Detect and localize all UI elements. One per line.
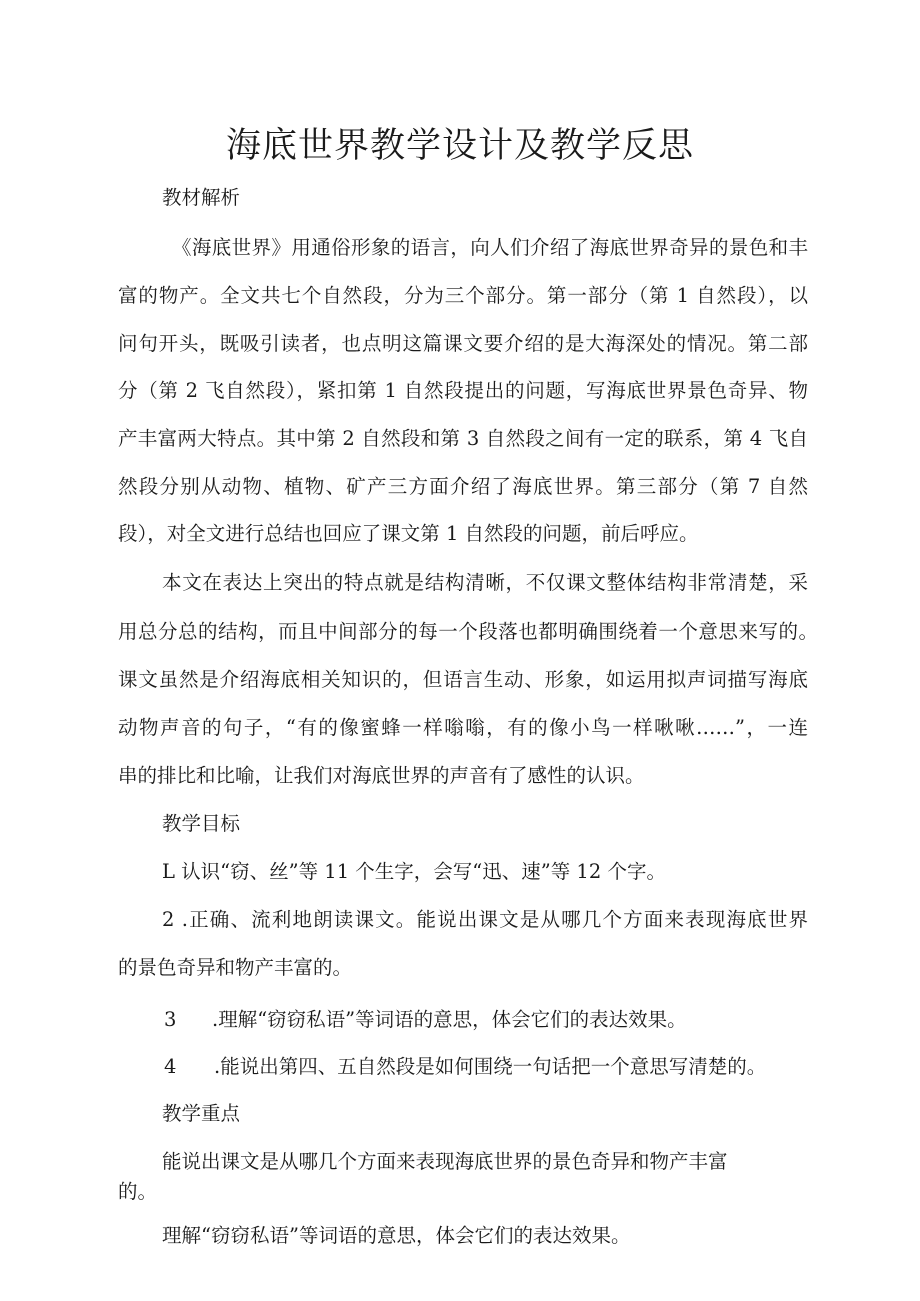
paragraph-line: 本文在表达上突出的特点就是结构清晰，不仅课文整体结构非常清楚，采 [162, 571, 808, 594]
key-point-continuation: 的。 [118, 1180, 158, 1203]
goal-number: 3 [164, 1008, 177, 1031]
goal-item-continuation: 的景色奇异和物产丰富的。 [118, 956, 353, 979]
paragraph-line: 课文虽然是介绍海底相关知识的，但语言生动、形象，如运用拟声词描写海底 [118, 668, 808, 691]
section-heading-key-points: 教学重点 [162, 1102, 241, 1125]
goal-item: .能说出第四、五自然段是如何围绕一句话把一个意思写清楚的。 [214, 1055, 767, 1078]
document-title: 海底世界教学设计及教学反思 [225, 126, 694, 166]
paragraph-line: 然段分别从动物、植物、矿产三方面介绍了海底世界。第三部分（第 7 自然 [118, 475, 808, 498]
goal-item: L 认识“窃、丝”等 11 个生字，会写“迅、速”等 12 个字。 [162, 860, 666, 883]
paragraph-line: 富的物产。全文共七个自然段，分为三个部分。第一部分（第 1 自然段），以 [118, 284, 808, 307]
paragraph-line: 分（第 2 飞自然段），紧扣第 1 自然段提出的问题，写海底世界景色奇异、物 [118, 379, 808, 402]
paragraph-line: 串的排比和比喻，让我们对海底世界的声音有了感性的认识。 [118, 764, 645, 787]
goal-number: 4 [164, 1055, 177, 1078]
paragraph-line: 《海底世界》用通俗形象的语言，向人们介绍了海底世界奇异的景色和丰 [172, 236, 808, 259]
key-point-item: 能说出课文是从哪几个方面来表现海底世界的景色奇异和物产丰富 [162, 1150, 728, 1173]
goal-item: 2 .正确、流利地朗读课文。能说出课文是从哪几个方面来表现海底世界 [162, 908, 808, 931]
key-point-item: 理解“窃窃私语”等词语的意思，体会它们的表达效果。 [162, 1224, 631, 1247]
paragraph-line: 动物声音的句子，“有的像蜜蜂一样嗡嗡，有的像小鸟一样啾啾……”，一连 [118, 716, 808, 739]
section-heading-analysis: 教材解析 [162, 186, 241, 209]
paragraph-line: 段），对全文进行总结也回应了课文第 1 自然段的问题，前后呼应。 [118, 522, 699, 545]
section-heading-goals: 教学目标 [162, 812, 241, 835]
paragraph-line: 用总分总的结构，而且中间部分的每一个段落也都明确围绕着一个意思来写的。 [118, 620, 818, 643]
paragraph-line: 产丰富两大特点。其中第 2 自然段和第 3 自然段之间有一定的联系，第 4 飞自 [118, 427, 808, 450]
goal-item: .理解“窃窃私语”等词语的意思，体会它们的表达效果。 [212, 1008, 687, 1031]
paragraph-line: 问句开头，既吸引读者，也点明这篇课文要介绍的是大海深处的情况。第二部 [118, 332, 808, 355]
